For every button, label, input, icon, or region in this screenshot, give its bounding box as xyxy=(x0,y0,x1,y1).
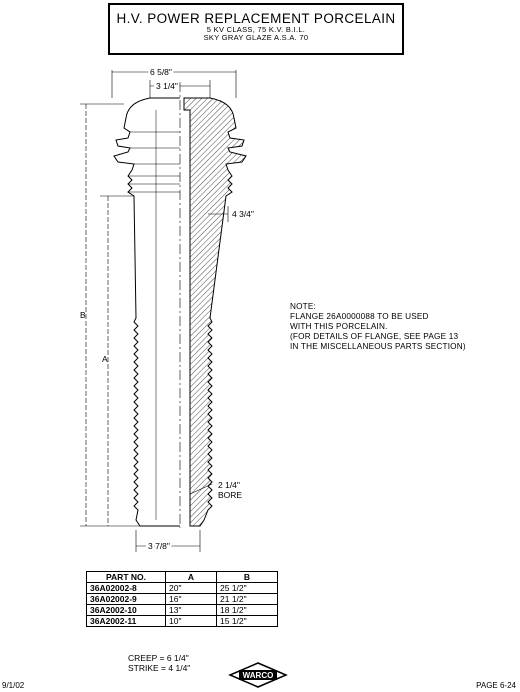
footer-page-number: PAGE 6-24 xyxy=(476,681,516,690)
header-a: A xyxy=(166,572,217,583)
note-line: WITH THIS PORCELAIN. xyxy=(290,322,388,331)
table-header-row xyxy=(87,572,278,583)
dim-bore: 2 1/4" xyxy=(218,480,240,490)
note-line: IN THE MISCELLANEOUS PARTS SECTION) xyxy=(290,342,466,351)
parts-table xyxy=(86,571,278,627)
logo-text: WARCO xyxy=(242,671,274,680)
note-line: (FOR DETAILS OF FLANGE, SEE PAGE 13 xyxy=(290,332,459,341)
table-row xyxy=(87,616,278,627)
cell-a: 16" xyxy=(166,594,217,605)
footer-date: 9/1/02 xyxy=(2,681,25,690)
porcelain-outline-left xyxy=(114,98,180,526)
table-row xyxy=(87,583,278,594)
cell-a: 20" xyxy=(166,583,217,594)
cell-b: 25 1/2" xyxy=(217,583,278,594)
warco-logo xyxy=(228,662,288,688)
cell-b: 18 1/2" xyxy=(217,605,278,616)
cell-part-no: 36A2002-10 xyxy=(87,605,166,616)
dim-mid-diameter: 4 3/4" xyxy=(232,209,254,219)
dim-bottom-diameter: 3 7/8" xyxy=(148,541,170,551)
creep-value: CREEP = 6 1/4" xyxy=(128,653,189,663)
dim-length-b: B xyxy=(80,310,86,320)
cell-part-no: 36A02002-8 xyxy=(87,583,166,594)
ridge-lines xyxy=(128,132,180,192)
drawing-title: H.V. POWER REPLACEMENT PORCELAIN xyxy=(116,11,396,26)
note-block xyxy=(290,302,510,352)
title-spec-line-1: 5 KV CLASS, 75 K.V. B.I.L. xyxy=(206,25,306,34)
header-part-no: PART NO. xyxy=(87,572,166,583)
dim-length-a: A xyxy=(102,354,108,364)
title-spec-line-2: SKY GRAY GLAZE A.S.A. 70 xyxy=(203,33,309,42)
dim-top-overall: 6 5/8" xyxy=(150,67,172,77)
porcelain-section-right xyxy=(184,98,246,526)
cell-part-no: 36A2002-11 xyxy=(87,616,166,627)
cell-b: 21 1/2" xyxy=(217,594,278,605)
cell-a: 10" xyxy=(166,616,217,627)
dim-top-inner: 3 1/4" xyxy=(156,81,178,91)
cell-part-no: 36A02002-9 xyxy=(87,594,166,605)
creep-strike-block xyxy=(128,653,190,673)
table-row xyxy=(87,605,278,616)
note-line: FLANGE 26A0000088 TO BE USED xyxy=(290,312,429,321)
note-line: NOTE: xyxy=(290,302,317,311)
table-row xyxy=(87,594,278,605)
cell-a: 13" xyxy=(166,605,217,616)
strike-value: STRIKE = 4 1/4" xyxy=(128,663,191,673)
cell-b: 15 1/2" xyxy=(217,616,278,627)
dim-bore-label: BORE xyxy=(218,490,243,500)
header-b: B xyxy=(217,572,278,583)
